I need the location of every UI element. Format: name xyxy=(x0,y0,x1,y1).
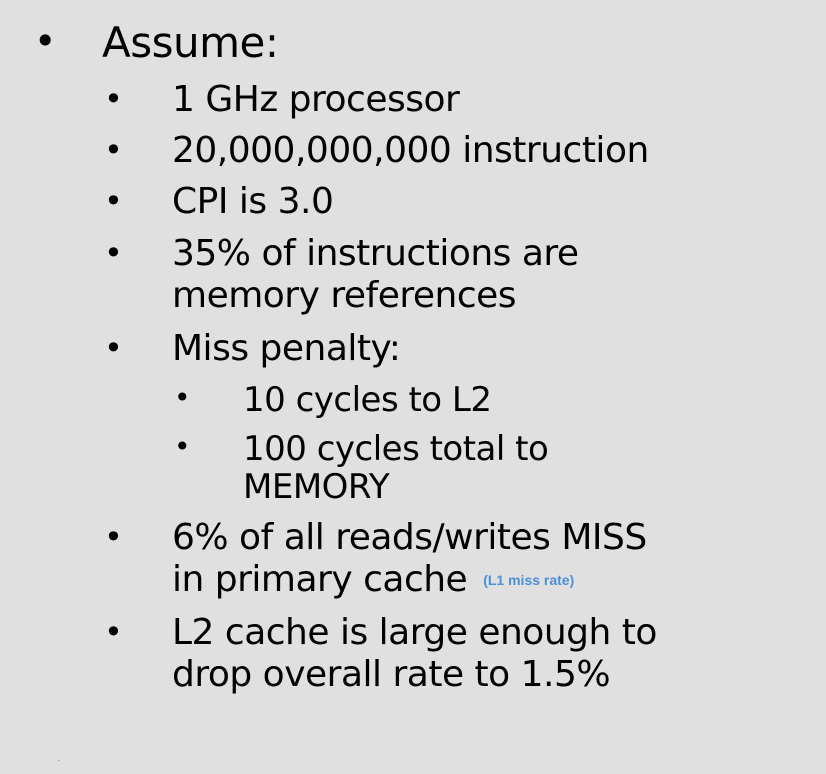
bullet-icon: • xyxy=(104,613,123,651)
bullet-text-line1: 100 cycles total to xyxy=(243,429,549,469)
bullet-icon: • xyxy=(104,131,123,169)
bullet-icon: • xyxy=(104,182,123,220)
bullet-text-line1: 35% of instructions are xyxy=(172,233,579,274)
stray-mark xyxy=(58,760,60,761)
bullet-icon: • xyxy=(174,381,191,414)
bullet-text: CPI is 3.0 xyxy=(172,181,334,222)
bullet-text: 1 GHz processor xyxy=(172,79,460,120)
bullet-icon: • xyxy=(34,19,57,63)
bullet-text-line2: MEMORY xyxy=(243,467,390,507)
bullet-text-line1: 6% of all reads/writes MISS xyxy=(172,517,647,558)
bullet-icon: • xyxy=(104,80,123,118)
bullet-text: 20,000,000,000 instruction xyxy=(172,130,649,171)
annotation-note: (L1 miss rate) xyxy=(483,572,575,588)
bullet-text-line1: L2 cache is large enough to xyxy=(172,612,657,653)
bullet-text-line2: in primary cache xyxy=(172,559,468,600)
bullet-icon: • xyxy=(174,430,191,463)
bullet-text: Miss penalty: xyxy=(172,328,401,369)
bullet-text-line2: drop overall rate to 1.5% xyxy=(172,654,611,695)
bullet-text-line2: memory references xyxy=(172,275,517,316)
bullet-icon: • xyxy=(104,234,123,272)
bullet-icon: • xyxy=(104,518,123,556)
bullet-text-line2-wrap xyxy=(172,560,574,600)
bullet-text: 10 cycles to L2 xyxy=(243,380,492,420)
heading-text: Assume: xyxy=(102,18,279,67)
bullet-icon: • xyxy=(104,329,123,367)
